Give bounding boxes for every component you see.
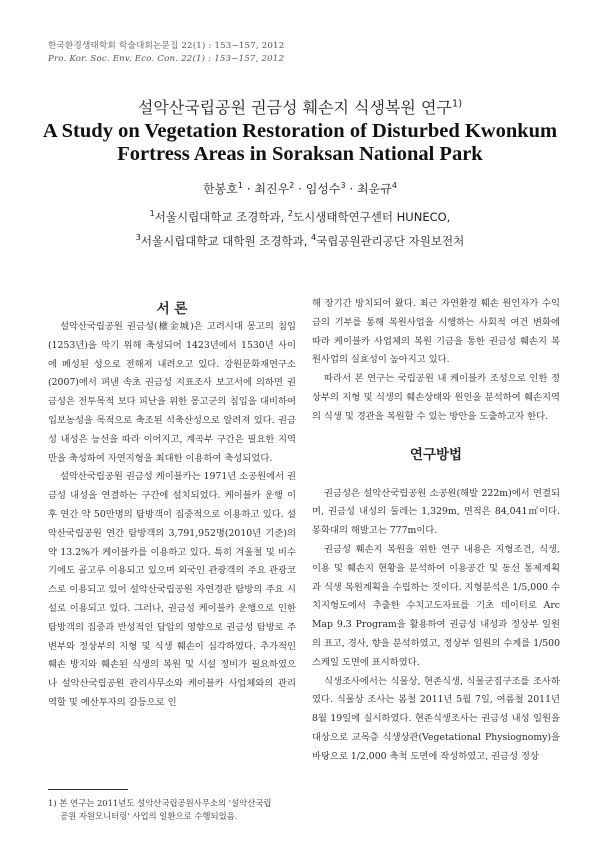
- methods-paragraph-2: 권금성 훼손지 복원을 위한 연구 내용은 지형조건, 식생, 이용 및 훼손지 현황을 분석하여 이용공간 및 동선 통제계획과 식생 복원계획을 수립하는 것이다. 지형분석은 1/5,000 수치지형도에서 추출한 수치고도자료를 기초 데이터로 Arc Map 9.3 Program을 활용하여 권금성 내성과 정상부 일원의 표고, 경사, 향을 분석하였고, 정상부 일원의 수계를 1/500 스케일 도면에 표시하였다.: [312, 543, 560, 668]
- methods-paragraph-1: 권금성은 설악산국립공원 소공원(해발 222m)에서 연결되며, 권금성 내성의 둘레는 1,329m, 면적은 84,041㎡이다. 봉화대의 해발고는 777m이다.: [312, 487, 560, 537]
- affiliation-3: 서울시립대학교 대학원 조경학과,: [140, 234, 312, 248]
- journal-header-korean: 한국환경생태학회 학술대회논문집 22(1) : 153~157, 2012: [48, 41, 285, 51]
- footnote-line-1: 1) 본 연구는 2011년도 설악산국립공원사무소의 '설악산국립: [48, 798, 272, 808]
- author-separator: ·: [345, 182, 358, 196]
- author-1: 한봉호: [203, 182, 238, 196]
- affiliation-2: 도시생태학연구센터 HUNECO,: [293, 210, 451, 224]
- title-footnote-mark: 1): [451, 98, 463, 110]
- footnote: [48, 797, 298, 823]
- author-separator: ·: [294, 182, 306, 196]
- intro-paragraph-4: 따라서 본 연구는 국립공원 내 케이블카 조성으로 인한 정상부의 지형 및 식생의 훼손상태와 원인을 분석하여 훼손지역의 식생 및 경관을 복원할 수 있는 방안을 도출하고자 한다.: [312, 373, 560, 422]
- footnote-rule: [48, 789, 128, 790]
- affiliation-3-sup: 3: [135, 233, 141, 243]
- author-4-sup: 4: [391, 181, 397, 190]
- intro-paragraph-2: 설악산국립공원 권금성 케이블카는 1971년 소공원에서 권금성 내성을 연결하는 구간에 설치되었다. 케이블카 운행 이후 연간 약 50만명의 탐방객이 집중적으로 이용하고 있다. 설악산국립공원 연간 탐방객의 3,791,952명(2010년 기준)의 약 13.2%가 케이블카를 이용하고 있다. 특히 겨울철 및 비수기에도 골고루 이용되고 있으며 외국인 관광객의 주요 관광코스로 이용되고 있어 설악산국립공원 자연경관 탐방의 주요 시설로 이용되고 있다. 그러나, 권금성 케이블카 운행으로 인한 탐방객의 집중과 반성적인 답압의 영향으로 권금성 탐방로 주변부와 정상부의 지형 및 식생 훼손이 심각하였다. 추가적인 훼손 방지와 훼손된 식생의 복원 및 시설 정비가 필요하였으나 설악산국립공원 관리사무소와 케이블카 사업체와의 관리역할 및 예산투자의 갈등으로 인: [48, 471, 297, 708]
- section-title-introduction: 서 론: [156, 301, 188, 317]
- right-column: [312, 295, 560, 767]
- author-separator: ·: [242, 182, 255, 196]
- affiliation-line-1: [0, 209, 600, 225]
- title-english: [30, 120, 570, 166]
- author-1-sup: 1: [237, 181, 243, 190]
- title-korean-text: 설악산국립공원 권금성 훼손지 식생복원 연구: [137, 98, 452, 117]
- affiliation-line-2: [0, 233, 600, 249]
- journal-header-english: Pro. Kor. Soc. Env. Eco. Con. 22(1) : 153~157, 2012: [48, 54, 285, 64]
- affiliation-2-sup: 2: [287, 209, 294, 219]
- affiliation-1: 서울시립대학교 조경학과,: [154, 210, 288, 224]
- left-column: [48, 318, 296, 713]
- methods-paragraph-3: 식생조사에서는 식물상, 현존식생, 식물군집구조를 조사하였다. 식물상 조사는 봄철 2011년 5월 7일, 여름철 2011년 8월 19일에 실시하였다. 현존식생조사는 권금성 내성 일원을 대상으로 교목층 식생상관(Vegetational Physiognomy)을 바탕으로 1/2,000 축척 도면에 작성하였고, 권금성 정상: [312, 675, 560, 762]
- title-english-line1: A Study on Vegetation Restoration of Disturbed Kwonkum: [42, 120, 558, 142]
- title-korean: [0, 95, 600, 118]
- affiliation-4-sup: 4: [311, 233, 317, 243]
- intro-paragraph-1: 설악산국립공원 권금성(權金城)은 고려시대 몽고의 침입(1253년)을 막기 위해 축성되어 1423년에서 1530년 사이에 폐성된 성으로 전해져 내려오고 있다. 강원문화재연구소(2007)에서 펴낸 속초 권금성 지표조사 보고서에 의하면 권금성은 전투목적 보다 피난을 위한 몽고군의 침입을 대비하여 입보농성을 목적으로 축조된 석축산성으로 알려져 있다. 권금성 내성은 능선을 따라 이어지고, 계곡부 구간은 필요한 지역만을 축성하여 자연지형을 최대한 이용하여 축성되었다.: [48, 321, 296, 464]
- author-4: 최운규: [357, 182, 392, 196]
- section-title-methods: 연구방법: [409, 447, 463, 463]
- author-3-sup: 3: [340, 181, 346, 190]
- affiliation-4: 국립공원관리공단 자원보전처: [316, 234, 465, 248]
- intro-paragraph-3: 해 장기간 방치되어 왔다. 최근 자연환경 훼손 원인자가 수익금의 기부를 통해 복원사업을 시행하는 사회적 여건 변화에 따라 케이블카 사업체의 복원 기금을 통한 권금성 훼손지 복원사업의 실효성이 높아지고 있다.: [312, 298, 560, 366]
- author-3: 임성수: [305, 182, 341, 196]
- affiliation-1-sup: 1: [149, 209, 155, 219]
- author-2: 최진우: [254, 182, 290, 196]
- author-2-sup: 2: [289, 181, 295, 190]
- footnote-line-2: 공원 자원모니터링' 사업의 일환으로 수행되었음.: [60, 811, 238, 821]
- author-list: [0, 180, 600, 197]
- title-english-line2: Fortress Areas in Soraksan National Park: [117, 143, 483, 165]
